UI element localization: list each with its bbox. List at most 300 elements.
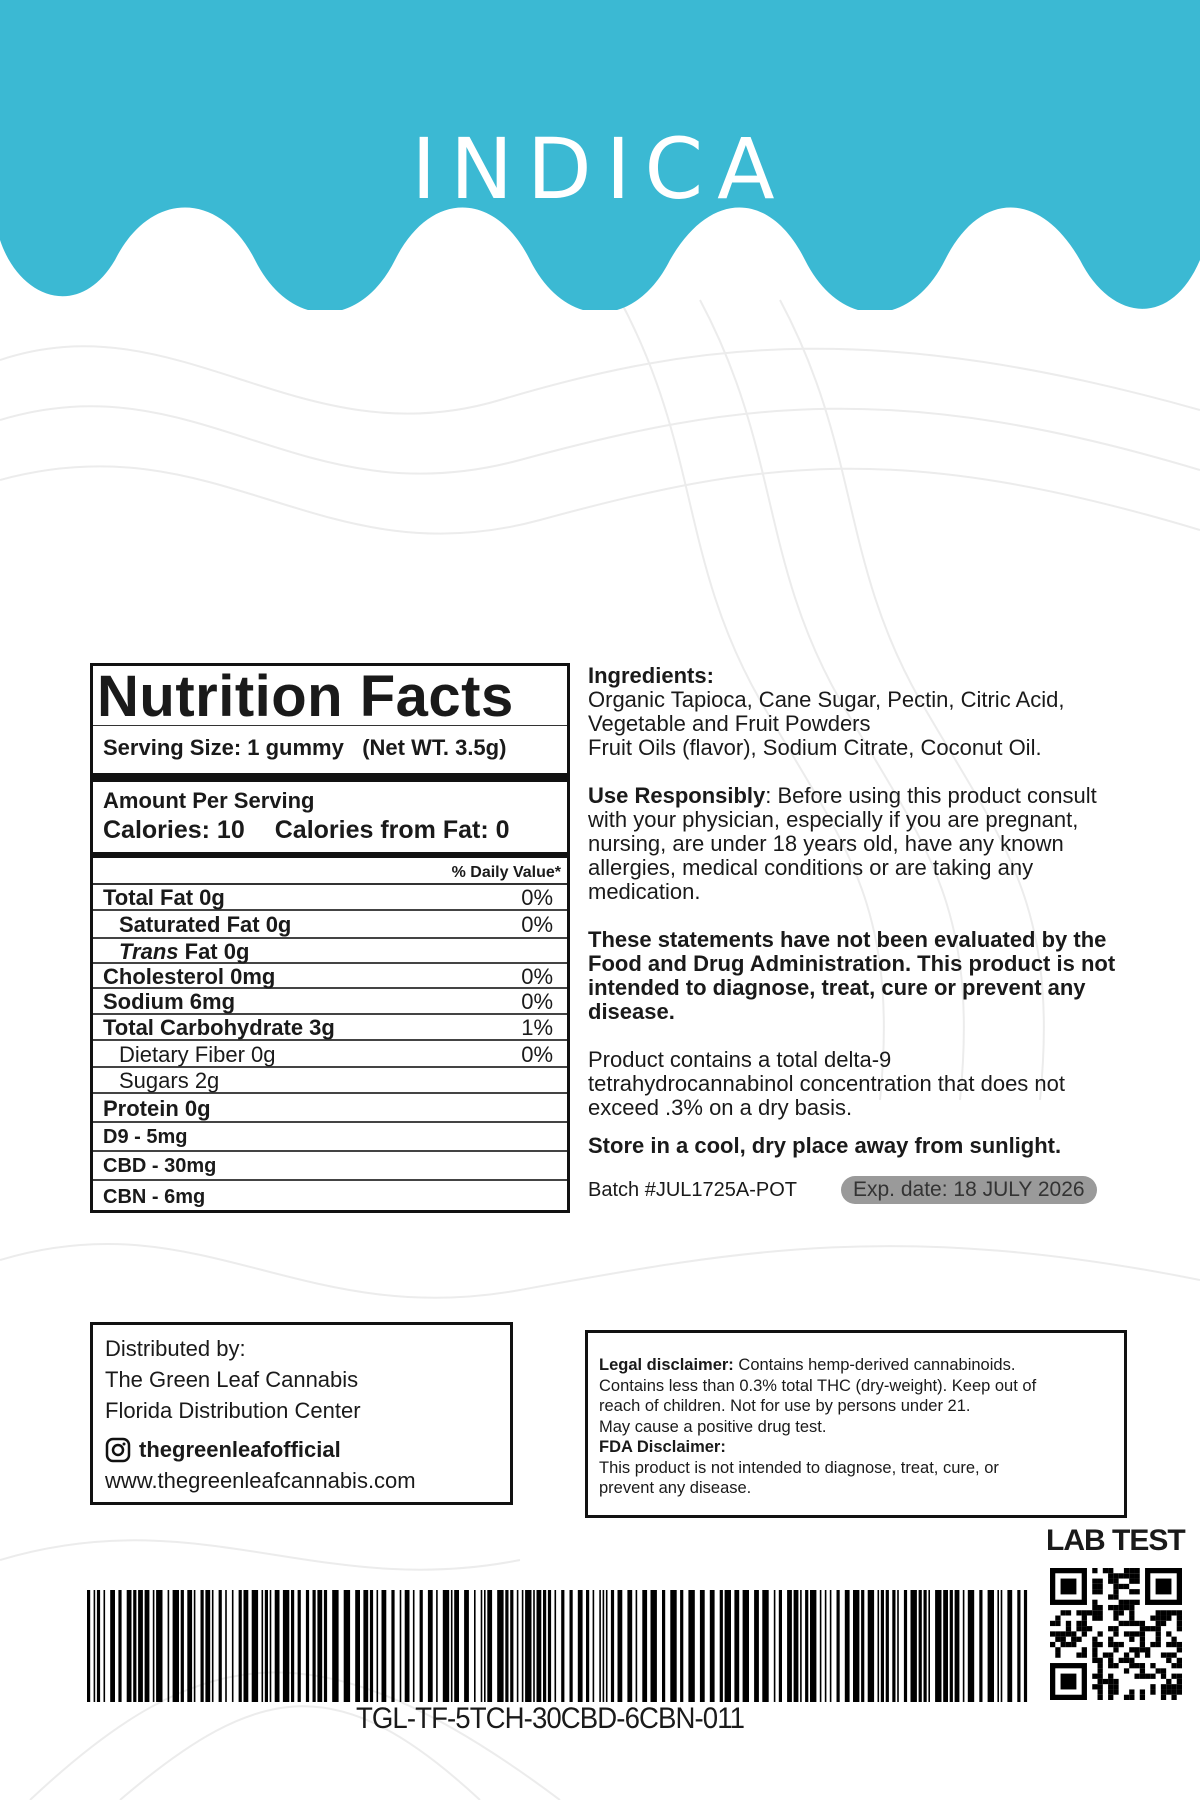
- qr-module: [1134, 1600, 1139, 1605]
- barcode-bar: [355, 1590, 360, 1702]
- barcode-bar: [481, 1590, 483, 1702]
- barcode-bar: [680, 1590, 683, 1702]
- product-info: [588, 664, 1158, 1204]
- serving-size-text: Serving Size: 1 gummy: [103, 735, 344, 760]
- nutrient-daily-value: 0%: [521, 912, 553, 937]
- qr-module: [1140, 1642, 1145, 1647]
- qr-module: [1161, 1695, 1166, 1700]
- qr-module: [1161, 1668, 1166, 1673]
- qr-module: [1156, 1610, 1161, 1615]
- qr-module: [1066, 1642, 1071, 1647]
- qr-module: [1050, 1621, 1055, 1626]
- barcode-bar: [474, 1590, 476, 1702]
- qr-module: [1113, 1684, 1118, 1689]
- text-line: May cause a positive drug test.: [599, 1417, 827, 1436]
- qr-module: [1092, 1579, 1097, 1584]
- barcode-bar: [324, 1590, 327, 1702]
- qr-module: [1177, 1684, 1182, 1689]
- qr-module: [1092, 1584, 1097, 1589]
- distributor-center: Florida Distribution Center: [105, 1398, 361, 1423]
- barcode-bar: [805, 1590, 808, 1702]
- barcode-bar: [606, 1590, 608, 1702]
- barcode-bar: [997, 1590, 999, 1702]
- qr-module: [1092, 1600, 1097, 1605]
- qr-module: [1140, 1663, 1145, 1668]
- barcode-bar: [332, 1590, 338, 1702]
- barcode-bar: [537, 1590, 542, 1702]
- barcode-bar: [127, 1590, 132, 1702]
- net-weight: (Net WT. 3.5g): [362, 735, 507, 760]
- barcode-bar: [636, 1590, 638, 1702]
- qr-module: [1055, 1631, 1060, 1636]
- qr-module: [1171, 1663, 1176, 1668]
- barcode-bar: [892, 1590, 895, 1702]
- qr-module: [1098, 1658, 1103, 1663]
- legal-title: Legal disclaimer:: [599, 1356, 734, 1374]
- qr-module: [1087, 1626, 1092, 1631]
- qr-module: [1050, 1631, 1055, 1636]
- qr-module: [1055, 1637, 1060, 1642]
- nutrient-label: Sodium 6mg: [103, 989, 236, 1014]
- qr-module: [1076, 1637, 1081, 1642]
- qr-module: [1129, 1695, 1134, 1700]
- qr-module: [1098, 1589, 1103, 1594]
- barcode-bar: [963, 1590, 965, 1702]
- barcode-bar: [173, 1590, 179, 1702]
- qr-module: [1061, 1674, 1077, 1690]
- qr-module: [1124, 1621, 1129, 1626]
- qr-module: [1082, 1631, 1087, 1636]
- qr-module: [1108, 1642, 1113, 1647]
- barcode-bar: [924, 1590, 927, 1702]
- nutrition-title: Nutrition Facts: [93, 666, 567, 726]
- qr-module: [1098, 1616, 1103, 1621]
- qr-module: [1129, 1647, 1134, 1652]
- qr-module: [1113, 1647, 1118, 1652]
- nutrient-label: Sugars 2g: [119, 1068, 220, 1093]
- batch-number: Batch #JUL1725A-POT: [588, 1179, 797, 1201]
- barcode-bar: [413, 1590, 415, 1702]
- qr-module: [1082, 1621, 1087, 1626]
- qr-module: [1171, 1652, 1176, 1657]
- barcode-bar: [919, 1590, 922, 1702]
- barcode-bar: [239, 1590, 242, 1702]
- nutrient-row: [93, 885, 567, 911]
- barcode-bar: [904, 1590, 907, 1702]
- nutrient-daily-value: 0%: [521, 885, 553, 910]
- barcode-bar: [720, 1590, 723, 1702]
- barcode-bar: [774, 1590, 776, 1702]
- barcode-bar: [283, 1590, 289, 1702]
- qr-module: [1156, 1637, 1161, 1642]
- qr-module: [1124, 1584, 1129, 1589]
- qr-module: [1092, 1605, 1097, 1610]
- qr-module: [1140, 1637, 1145, 1642]
- barcode-bar: [830, 1590, 832, 1702]
- qr-module: [1124, 1568, 1129, 1573]
- qr-module: [1076, 1652, 1081, 1657]
- barcode-bar: [700, 1590, 705, 1702]
- barcode-bar: [533, 1590, 535, 1702]
- qr-module: [1150, 1663, 1155, 1668]
- nutrient-row: [93, 964, 567, 989]
- qr-module: [1113, 1616, 1118, 1621]
- qr-module: [1098, 1679, 1103, 1684]
- qr-module: [1098, 1674, 1103, 1679]
- barcode-bar: [487, 1590, 492, 1702]
- qr-module: [1076, 1610, 1081, 1615]
- qr-module: [1092, 1610, 1097, 1615]
- nutrient-row: [93, 1041, 567, 1068]
- barcode-bar: [205, 1590, 210, 1702]
- qr-module: [1055, 1647, 1060, 1652]
- barcode-bar: [968, 1590, 974, 1702]
- barcode-bar: [464, 1590, 469, 1702]
- text-line: Vegetable and Fruit Powders: [588, 711, 871, 736]
- qr-module: [1119, 1584, 1124, 1589]
- qr-module: [1161, 1684, 1166, 1689]
- qr-module: [1066, 1631, 1071, 1636]
- qr-module: [1087, 1610, 1092, 1615]
- barcode-bar: [651, 1590, 657, 1702]
- barcode-bar: [743, 1590, 749, 1702]
- nutrient-daily-value: 0%: [521, 1042, 553, 1067]
- qr-module: [1166, 1679, 1171, 1684]
- qr-module: [1113, 1584, 1118, 1589]
- qr-module: [1098, 1663, 1103, 1668]
- qr-module: [1161, 1652, 1166, 1657]
- qr-module: [1177, 1616, 1182, 1621]
- barcode-bar: [306, 1590, 309, 1702]
- qr-module: [1108, 1684, 1113, 1689]
- qr-module: [1161, 1616, 1166, 1621]
- nutrient-label: Saturated Fat 0g: [119, 912, 292, 937]
- barcode-bar: [555, 1590, 557, 1702]
- nutrient-row: [93, 1152, 567, 1181]
- barcode-bar: [400, 1590, 402, 1702]
- qr-module: [1108, 1663, 1113, 1668]
- barcode-bar: [87, 1590, 90, 1702]
- barcode-bar: [1017, 1590, 1020, 1702]
- qr-module: [1129, 1610, 1134, 1615]
- qr-module: [1134, 1573, 1139, 1578]
- qr-module: [1124, 1605, 1129, 1610]
- qr-module: [1108, 1568, 1113, 1573]
- qr-module: [1113, 1605, 1118, 1610]
- qr-module: [1113, 1573, 1118, 1578]
- nutrient-row: [93, 1123, 567, 1152]
- qr-module: [1150, 1626, 1155, 1631]
- qr-module: [1166, 1689, 1171, 1694]
- qr-module: [1134, 1579, 1139, 1584]
- fda-statement: [588, 928, 1158, 1024]
- barcode-bar: [363, 1590, 368, 1702]
- nutrition-facts-panel: [90, 663, 570, 1213]
- product-title: INDICA: [411, 120, 789, 218]
- barcode-bar: [662, 1590, 665, 1702]
- qr-module: [1140, 1695, 1145, 1700]
- calories: Calories: 10: [103, 816, 245, 844]
- qr-module: [1140, 1626, 1145, 1631]
- lab-test-label: LAB TEST: [1046, 1524, 1185, 1557]
- barcode-bar: [794, 1590, 799, 1702]
- qr-module: [1113, 1579, 1118, 1584]
- barcode-bar: [252, 1590, 258, 1702]
- qr-module: [1119, 1621, 1124, 1626]
- barcode-bar: [244, 1590, 249, 1702]
- qr-module: [1092, 1616, 1097, 1621]
- qr-module: [1171, 1689, 1176, 1694]
- barcode-bar: [232, 1590, 234, 1702]
- qr-module: [1129, 1579, 1134, 1584]
- qr-module: [1177, 1626, 1182, 1631]
- nutrient-daily-value: 0%: [521, 964, 553, 989]
- qr-module: [1140, 1647, 1145, 1652]
- qr-module: [1103, 1679, 1108, 1684]
- qr-module: [1129, 1568, 1134, 1573]
- qr-module: [1134, 1631, 1139, 1636]
- qr-module: [1082, 1647, 1087, 1652]
- qr-module: [1124, 1600, 1129, 1605]
- qr-module: [1129, 1631, 1134, 1636]
- barcode-bar: [219, 1590, 222, 1702]
- qr-module: [1098, 1689, 1103, 1694]
- divider: [93, 773, 567, 782]
- legal-disclaimer-box: Legal disclaimer: Contains hemp-derived cannabinoids. Contains less than 0.3% total THC (dry-weight). Keep out of reach of children. Not for use by persons under 21. May cause a positive drug test. FDA Disclaimer: This product is not intended to diagnose, treat, cure, or prevent any disease.: [585, 1330, 1127, 1518]
- qr-module: [1055, 1616, 1060, 1621]
- qr-module: [1124, 1652, 1129, 1657]
- nutrient-row: [93, 989, 567, 1015]
- barcode-bar: [118, 1590, 121, 1702]
- barcode-bar: [611, 1590, 614, 1702]
- lab-test-qr-code[interactable]: [1050, 1568, 1182, 1700]
- qr-module: [1113, 1679, 1118, 1684]
- qr-module: [1177, 1679, 1182, 1684]
- qr-module: [1161, 1621, 1166, 1626]
- qr-module: [1171, 1674, 1176, 1679]
- barcode-bar: [881, 1590, 884, 1702]
- qr-module: [1092, 1684, 1097, 1689]
- barcode: [87, 1590, 1030, 1702]
- barcode-bar: [950, 1590, 953, 1702]
- amount-per-serving: Amount Per Serving: [103, 788, 315, 813]
- qr-module: [1134, 1589, 1139, 1594]
- barcode-bar: [734, 1590, 739, 1702]
- qr-module: [1061, 1610, 1066, 1615]
- qr-module: [1166, 1616, 1171, 1621]
- qr-module: [1108, 1652, 1113, 1657]
- qr-module: [1177, 1674, 1182, 1679]
- qr-module: [1156, 1668, 1161, 1673]
- fda-disclaimer-text: [599, 1458, 1124, 1499]
- text-line: medication.: [588, 879, 701, 904]
- qr-module: [1129, 1663, 1134, 1668]
- website-link[interactable]: www.thegreenleafcannabis.com: [105, 1468, 416, 1493]
- qr-module: [1071, 1637, 1076, 1642]
- qr-module: [1156, 1621, 1161, 1626]
- barcode-bar: [779, 1590, 782, 1702]
- qr-module: [1066, 1610, 1071, 1615]
- qr-module: [1145, 1674, 1150, 1679]
- qr-module: [1098, 1605, 1103, 1610]
- barcode-bar: [543, 1590, 546, 1702]
- text-line: exceed .3% on a dry basis.: [588, 1095, 853, 1120]
- barcode-bar: [225, 1590, 227, 1702]
- distributed-by-label: Distributed by:: [105, 1336, 246, 1361]
- qr-module: [1166, 1658, 1171, 1663]
- barcode-bar: [688, 1590, 694, 1702]
- barcode-bar: [670, 1590, 676, 1702]
- qr-module: [1150, 1642, 1155, 1647]
- qr-module: [1108, 1573, 1113, 1578]
- ingredients-title: Ingredients:: [588, 663, 714, 688]
- qr-module: [1150, 1689, 1155, 1694]
- barcode-bar: [837, 1590, 840, 1702]
- qr-module: [1108, 1579, 1113, 1584]
- qr-module: [1124, 1658, 1129, 1663]
- qr-module: [1129, 1616, 1134, 1621]
- qr-module: [1082, 1652, 1087, 1657]
- qr-module: [1108, 1637, 1113, 1642]
- barcode-bar: [853, 1590, 859, 1702]
- qr-module: [1092, 1642, 1097, 1647]
- use-responsibly-text: [588, 808, 1158, 904]
- qr-module: [1124, 1695, 1129, 1700]
- thc-statement: [588, 1048, 1158, 1120]
- barcode-bar: [886, 1590, 889, 1702]
- barcode-bar: [104, 1590, 106, 1702]
- instagram-icon: [105, 1437, 131, 1463]
- qr-module: [1071, 1631, 1076, 1636]
- text-line: tetrahydrocannabinol concentration that does not: [588, 1071, 1065, 1096]
- barcode-bar: [298, 1590, 301, 1702]
- text-line: These statements have not been evaluated by the: [588, 927, 1107, 952]
- barcode-bar: [181, 1590, 184, 1702]
- qr-module: [1156, 1616, 1161, 1621]
- qr-module: [1113, 1689, 1118, 1694]
- qr-module: [1061, 1579, 1077, 1595]
- daily-value-header: % Daily Value*: [93, 858, 567, 885]
- barcode-bar: [510, 1590, 513, 1702]
- barcode-bar: [382, 1590, 387, 1702]
- qr-module: [1076, 1621, 1081, 1626]
- qr-module: [1092, 1637, 1097, 1642]
- barcode-bar: [212, 1590, 214, 1702]
- barcode-bar: [405, 1590, 410, 1702]
- qr-module: [1140, 1689, 1145, 1694]
- barcode-bar: [935, 1590, 941, 1702]
- barcode-bar: [436, 1590, 438, 1702]
- exp-date-badge: Exp. date: 18 JULY 2026: [841, 1176, 1097, 1204]
- barcode-bar: [979, 1590, 982, 1702]
- barcode-bar: [943, 1590, 948, 1702]
- barcode-bar: [391, 1590, 394, 1702]
- qr-module: [1134, 1663, 1139, 1668]
- qr-module: [1161, 1674, 1166, 1679]
- qr-module: [1108, 1695, 1113, 1700]
- qr-module: [1108, 1594, 1113, 1599]
- barcode-bar: [153, 1590, 155, 1702]
- nutrient-row: [93, 911, 567, 939]
- qr-module: [1082, 1610, 1087, 1615]
- barcode-bar: [988, 1590, 994, 1702]
- nutrient-row: [93, 1094, 567, 1123]
- qr-module: [1066, 1621, 1071, 1626]
- barcode-bar: [133, 1590, 136, 1702]
- nutrient-label: CBD - 30mg: [103, 1155, 217, 1177]
- barcode-bar: [897, 1590, 899, 1702]
- barcode-bar: [344, 1590, 350, 1702]
- calories-from-fat: Calories from Fat: 0: [274, 816, 510, 844]
- qr-module: [1156, 1631, 1161, 1636]
- qr-module: [1166, 1652, 1171, 1657]
- barcode-bar: [517, 1590, 519, 1702]
- nutrient-label: Dietary Fiber 0g: [119, 1042, 276, 1067]
- nutrient-row: [93, 939, 567, 964]
- qr-module: [1071, 1642, 1076, 1647]
- qr-module: [1134, 1652, 1139, 1657]
- text-line: Contains less than 0.3% total THC (dry-weight). Keep out of: [599, 1376, 1037, 1395]
- barcode-bar: [265, 1590, 268, 1702]
- barcode-bar: [593, 1590, 595, 1702]
- instagram-handle[interactable]: thegreenleafofficial: [139, 1437, 341, 1462]
- use-responsibly-line: Use Responsibly: Before using this product consult: [588, 783, 1097, 808]
- barcode-bar: [505, 1590, 508, 1702]
- barcode-bar: [138, 1590, 143, 1702]
- qr-module: [1113, 1642, 1118, 1647]
- qr-module: [1108, 1605, 1113, 1610]
- fda-disclaimer-title: FDA Disclaimer:: [599, 1438, 726, 1456]
- qr-module: [1119, 1658, 1124, 1663]
- barcode-bar: [800, 1590, 802, 1702]
- qr-module: [1061, 1631, 1066, 1636]
- nutrient-row: [93, 1015, 567, 1041]
- barcode-bar: [820, 1590, 822, 1702]
- barcode-bar: [603, 1590, 605, 1702]
- barcode-bar: [861, 1590, 864, 1702]
- barcode-bar: [525, 1590, 531, 1702]
- qr-module: [1129, 1658, 1134, 1663]
- qr-module: [1082, 1616, 1087, 1621]
- qr-module: [1113, 1626, 1118, 1631]
- qr-module: [1177, 1621, 1182, 1626]
- barcode-bar: [928, 1590, 930, 1702]
- barcode-bar: [1001, 1590, 1003, 1702]
- barcode-bar: [627, 1590, 632, 1702]
- storage-note: Store in a cool, dry place away from sunlight.: [588, 1133, 1062, 1158]
- qr-module: [1082, 1626, 1087, 1631]
- qr-module: [1092, 1658, 1097, 1663]
- qr-module: [1129, 1689, 1134, 1694]
- ingredients-list: [588, 688, 1158, 760]
- qr-module: [1092, 1652, 1097, 1657]
- qr-module: [1092, 1674, 1097, 1679]
- barcode-bar: [599, 1590, 601, 1702]
- text-line: prevent any disease.: [599, 1479, 752, 1497]
- qr-module: [1103, 1568, 1108, 1573]
- barcode-bar: [454, 1590, 459, 1702]
- barcode-bar: [586, 1590, 589, 1702]
- barcode-bar: [370, 1590, 373, 1702]
- qr-module: [1119, 1600, 1124, 1605]
- barcode-bar: [1024, 1590, 1027, 1702]
- qr-module: [1103, 1652, 1108, 1657]
- qr-module: [1119, 1573, 1124, 1578]
- nutrient-label: CBN - 6mg: [103, 1186, 206, 1208]
- barcode-bar: [725, 1590, 731, 1702]
- qr-module: [1119, 1610, 1124, 1615]
- qr-module: [1129, 1621, 1134, 1626]
